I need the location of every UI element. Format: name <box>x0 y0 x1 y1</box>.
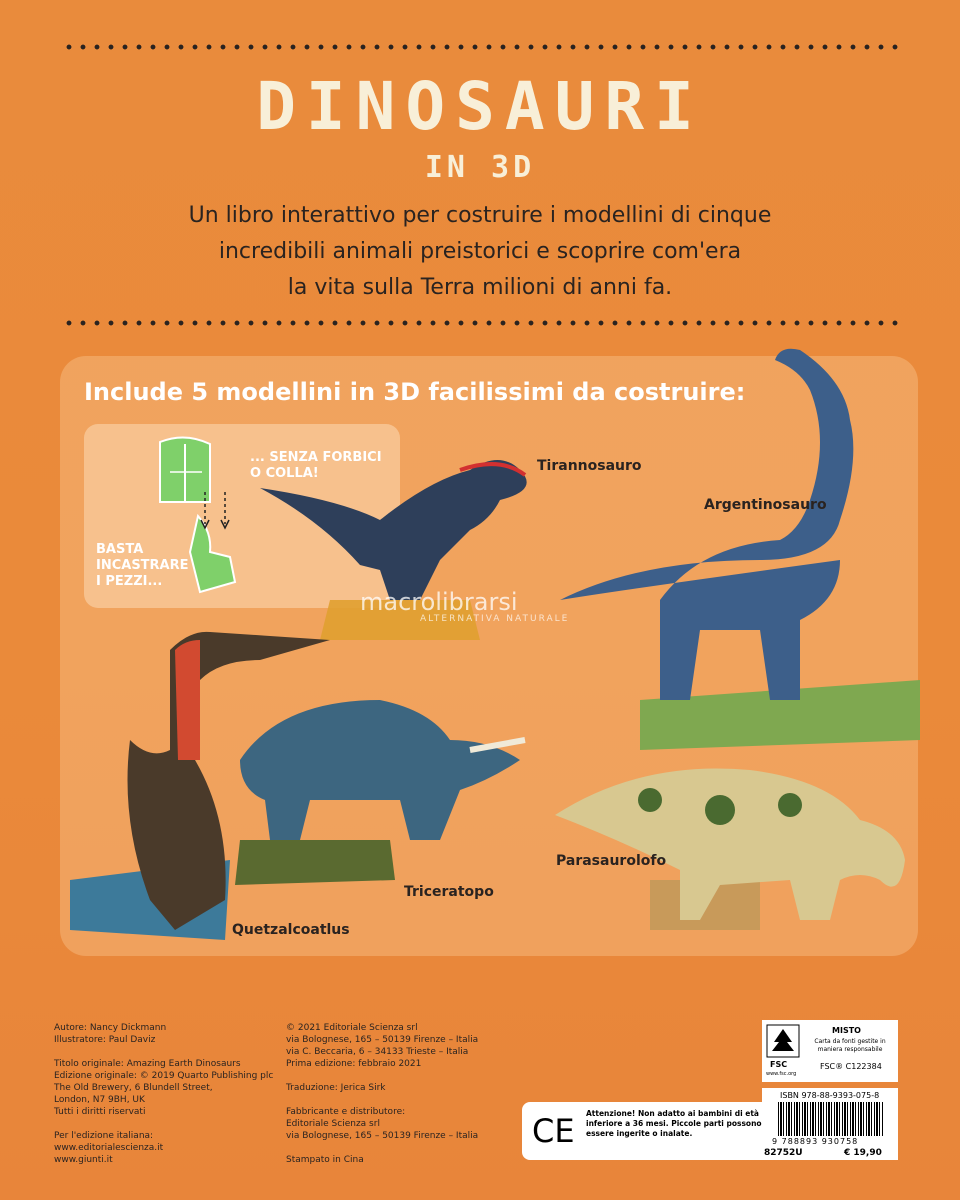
fsc-logo-text: FSC <box>770 1060 788 1069</box>
credit-line <box>54 1118 273 1130</box>
credits-middle <box>286 1022 478 1166</box>
isbn-label: ISBN 978-88-9393-075-8 <box>780 1091 880 1100</box>
triceratops-model <box>235 700 525 885</box>
watermark-tagline: ALTERNATIVA NATURALE <box>420 614 570 624</box>
credit-line: www.editorialescienza.it <box>54 1143 164 1153</box>
panel-title: Include 5 modellini in 3D facilissimi da costruire: <box>84 378 746 406</box>
credit-line: via Bolognese, 165 – 50139 Firenze – Italia <box>286 1131 479 1141</box>
inset-note-line: BASTA <box>96 542 144 557</box>
credits-left <box>54 1022 273 1166</box>
ce-warning-text: Attenzione! Non adatto ai bambini di età inferiore a 36 mesi. Piccole parti possono essere ingerite o inalate. <box>586 1109 762 1138</box>
credit-line <box>286 1142 478 1154</box>
fsc-description: Carta da fonti gestite in maniera responsabile <box>814 1038 886 1053</box>
cover-title: DINOSAURI <box>256 68 704 145</box>
fsc-tree-icon <box>766 1024 800 1058</box>
ce-mark-icon: CE <box>532 1112 575 1150</box>
inset-note-line: O COLLA! <box>250 466 319 481</box>
credit-line: Edizione originale: © 2019 Quarto Publishing plc <box>54 1071 274 1081</box>
product-code: 82752U <box>764 1148 803 1158</box>
fsc-misto: MISTO <box>832 1026 861 1035</box>
barcode-digits: 9 788893 930758 <box>772 1137 859 1146</box>
watermark: macrolibrarsi <box>360 588 518 616</box>
credit-line: © 2021 Editoriale Scienza srl <box>286 1023 418 1033</box>
parasaurolophus-model <box>555 768 905 930</box>
credit-line: Traduzione: Jerica Sirk <box>286 1083 386 1093</box>
inset-note-line: I PEZZI... <box>96 574 163 589</box>
credit-line: Tutti i diritti riservati <box>54 1107 146 1117</box>
fsc-code: FSC® C122384 <box>820 1062 882 1071</box>
credit-line: London, N7 9BH, UK <box>54 1095 145 1105</box>
label-tirannosauro: Tirannosauro <box>537 458 642 474</box>
label-triceratopo: Triceratopo <box>404 884 494 900</box>
credit-line: Titolo originale: Amazing Earth Dinosaurs <box>54 1059 241 1069</box>
credit-line <box>54 1046 273 1058</box>
inset-note-line: ... SENZA FORBICI <box>250 450 382 465</box>
price: € 19,90 <box>844 1148 882 1158</box>
credit-line: Autore: Nancy Dickmann <box>54 1023 167 1033</box>
credit-line <box>286 1070 478 1082</box>
credit-line: The Old Brewery, 6 Blundell Street, <box>54 1083 213 1093</box>
description-line: la vita sulla Terra milioni di anni fa. <box>287 275 673 300</box>
inset-note-line: INCASTRARE <box>96 558 189 573</box>
credit-line: Editoriale Scienza srl <box>286 1119 380 1129</box>
barcode-icon <box>778 1102 884 1136</box>
label-quetzalcoatlus: Quetzalcoatlus <box>232 922 350 938</box>
credit-line: www.giunti.it <box>54 1155 113 1165</box>
label-parasaurolofo: Parasaurolofo <box>556 853 667 869</box>
credit-line: Illustratore: Paul Daviz <box>54 1035 156 1045</box>
credit-line: via C. Beccaria, 6 – 34133 Trieste – Italia <box>286 1047 469 1057</box>
credit-line <box>286 1094 478 1106</box>
credit-line: Prima edizione: febbraio 2021 <box>286 1059 422 1069</box>
credit-line: Stampato in Cina <box>286 1155 364 1165</box>
credit-line: Per l'edizione italiana: <box>54 1131 154 1141</box>
description-line: Un libro interattivo per costruire i modellini di cinque <box>188 203 772 228</box>
fsc-site: www.fsc.org <box>766 1071 797 1077</box>
label-argentinosauro: Argentinosauro <box>704 497 827 513</box>
cover-subtitle: IN 3D <box>424 150 536 185</box>
credit-line: via Bolognese, 165 – 50139 Firenze – Italia <box>286 1035 479 1045</box>
credit-line: Fabbricante e distributore: <box>286 1107 406 1117</box>
description-line: incredibili animali preistorici e scoprire com'era <box>218 239 742 264</box>
argentinosaurus-model <box>560 349 920 750</box>
